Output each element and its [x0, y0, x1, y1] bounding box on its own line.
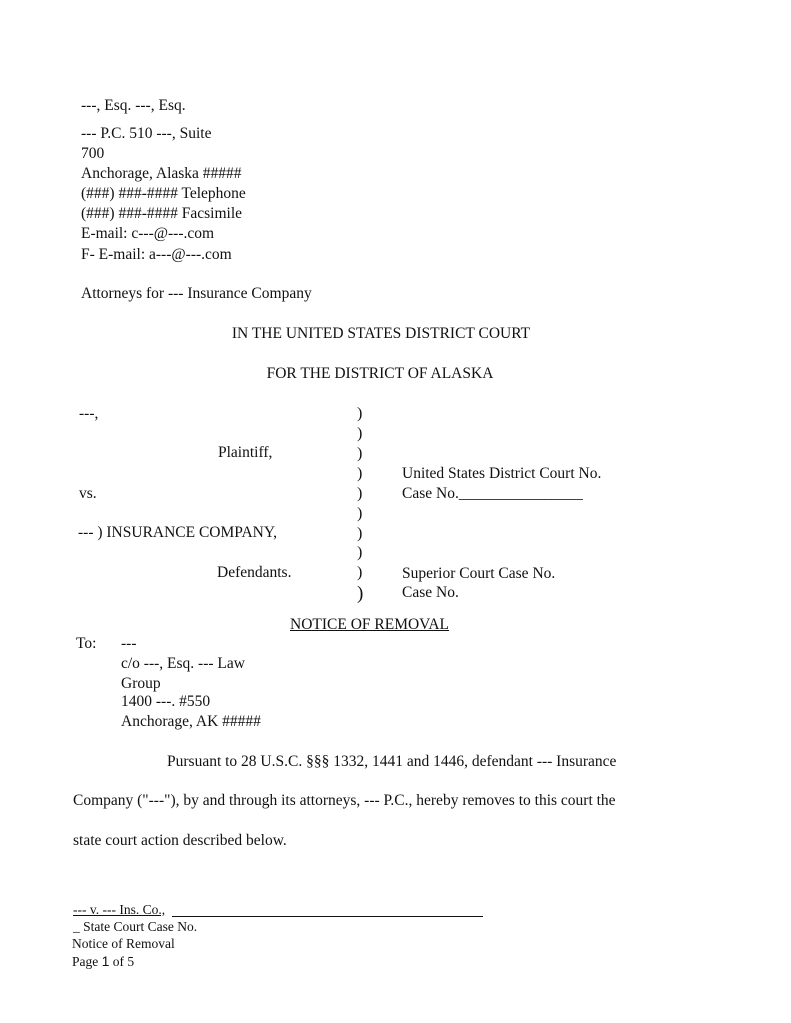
- court-district: FOR THE DISTRICT OF ALASKA: [266, 365, 494, 382]
- attorney-line: (###) ###-#### Facsimile: [81, 205, 243, 222]
- caption-paren: ): [357, 445, 363, 462]
- district-case-number: Case No.________________: [402, 485, 583, 502]
- plaintiff-name: ---,: [79, 405, 99, 422]
- footer-page-number: [72, 954, 134, 969]
- caption-paren: ): [357, 405, 363, 422]
- attorney-line: F- E-mail: a---@---.com: [81, 246, 232, 263]
- body-line: state court action described below.: [73, 832, 287, 849]
- recipient-line: Group: [121, 675, 161, 692]
- page-current: 1: [101, 953, 110, 969]
- footer-state-case: _ State Court Case No.: [73, 919, 198, 934]
- attorney-line: --- P.C. 510 ---, Suite: [81, 125, 212, 142]
- versus: vs.: [79, 485, 97, 502]
- defendant-name: --- ) INSURANCE COMPANY,: [78, 524, 277, 541]
- attorney-line: ---, Esq. ---, Esq.: [81, 97, 186, 114]
- caption-paren: ): [357, 485, 363, 502]
- caption-paren: ): [357, 425, 363, 442]
- caption-paren: ): [357, 583, 364, 604]
- district-court-number: United States District Court No.: [402, 465, 602, 482]
- body-line: Company ("---"), by and through its attorneys, --- P.C., hereby removes to this court the: [73, 792, 616, 809]
- caption-paren: ): [357, 544, 363, 561]
- page-total: of 5: [112, 954, 135, 969]
- caption-paren: ): [357, 505, 363, 522]
- recipient-line: ---: [121, 635, 137, 652]
- footer-rule: [172, 916, 483, 917]
- to-label: To:: [76, 635, 97, 652]
- attorney-line: (###) ###-#### Telephone: [81, 185, 246, 202]
- caption-paren: ): [357, 564, 363, 581]
- footer-doc-title: Notice of Removal: [72, 936, 175, 951]
- attorney-line: 700: [81, 145, 105, 162]
- recipient-line: c/o ---, Esq. --- Law: [121, 655, 245, 672]
- caption-paren: ): [357, 465, 363, 482]
- recipient-line: Anchorage, AK #####: [121, 713, 261, 730]
- defendant-label: Defendants.: [217, 564, 292, 581]
- superior-court-case-number: Superior Court Case No.: [402, 565, 556, 582]
- body-line: Pursuant to 28 U.S.C. §§§ 1332, 1441 and 1446, defendant --- Insurance: [167, 753, 617, 770]
- attorney-line: E-mail: c---@---.com: [81, 225, 215, 242]
- court-name: IN THE UNITED STATES DISTRICT COURT: [231, 325, 531, 342]
- attorney-line: Anchorage, Alaska #####: [81, 165, 242, 182]
- superior-case-number: Case No.: [402, 584, 459, 601]
- page-prefix: Page: [72, 954, 99, 969]
- attorneys-for: Attorneys for --- Insurance Company: [81, 285, 312, 302]
- footer-case-short: --- v. --- Ins. Co.,: [73, 902, 166, 917]
- notice-title: NOTICE OF REMOVAL: [290, 616, 450, 633]
- recipient-line: 1400 ---. #550: [121, 693, 211, 710]
- plaintiff-label: Plaintiff,: [218, 444, 273, 461]
- caption-paren: ): [357, 525, 363, 542]
